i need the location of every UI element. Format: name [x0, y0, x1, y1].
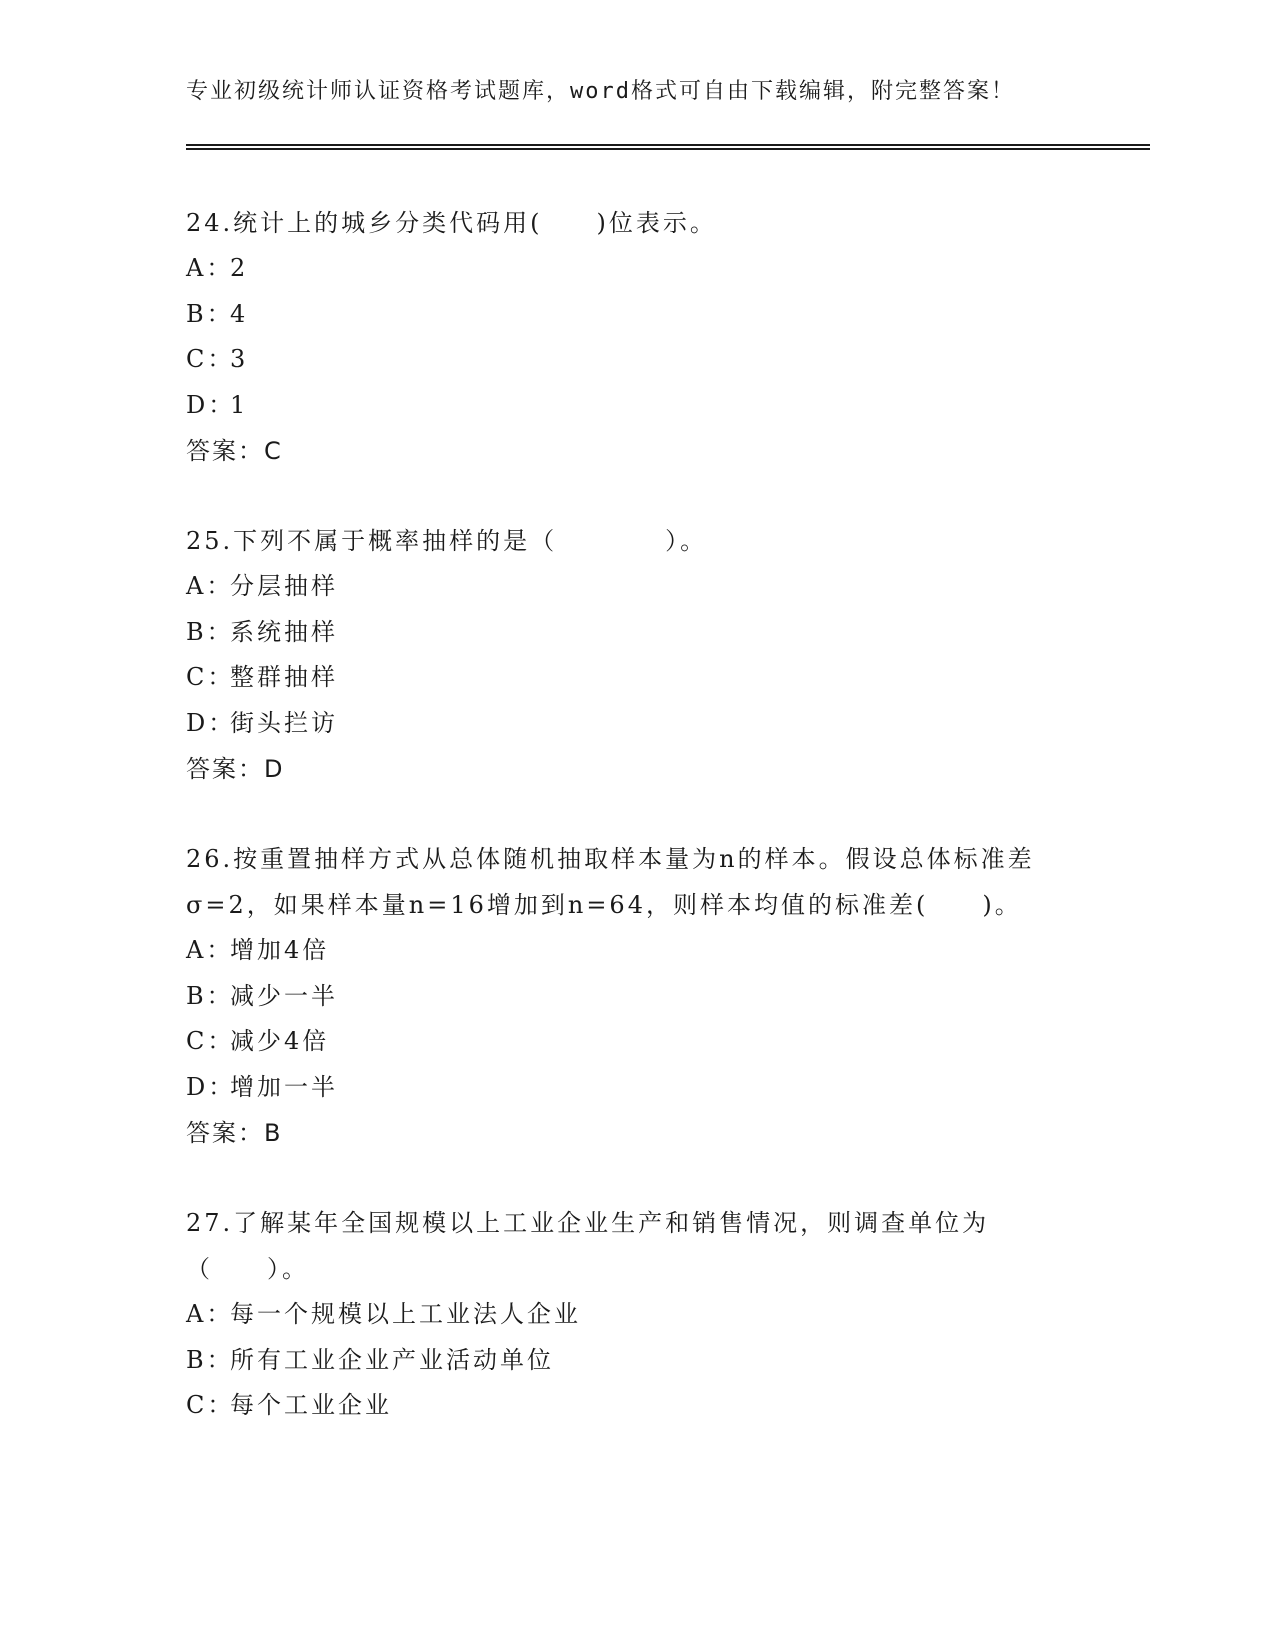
option-letter: C： [186, 1391, 235, 1419]
header-rule [186, 144, 1150, 146]
option-a [186, 928, 1086, 974]
option-text: 系统抽样 [230, 617, 338, 646]
option-letter: D： [186, 708, 236, 737]
answer-line: 答案：D [186, 755, 285, 783]
option-c [186, 655, 1086, 701]
option-letter: A： [186, 572, 234, 600]
option-text: 2 [230, 254, 249, 282]
question-stem: 26.按重置抽样方式从总体随机抽取样本量为n的样本。假设总体标准差σ=2，如果样本量n=16增加到n=64，则样本均值的标准差( )。 [186, 845, 1035, 919]
option-text: 减少4倍 [230, 1027, 330, 1055]
question-25 [186, 518, 1086, 792]
answer-line: 答案：C [186, 437, 283, 465]
option-letter: D： [186, 1072, 236, 1101]
question-24 [186, 200, 1086, 474]
option-b [186, 610, 1086, 656]
option-d [186, 383, 1086, 429]
question-stem: 24.统计上的城乡分类代码用( )位表示。 [186, 209, 717, 237]
option-d [186, 701, 1086, 747]
option-text: 每一个规模以上工业法人企业 [230, 1300, 581, 1328]
option-letter: C： [186, 1027, 235, 1055]
option-c [186, 1019, 1086, 1065]
option-a [186, 564, 1086, 610]
option-b [186, 974, 1086, 1020]
option-text: 3 [230, 345, 249, 373]
option-a [186, 1292, 1086, 1338]
option-text: 4 [230, 299, 249, 328]
option-letter: B： [186, 617, 234, 646]
option-letter: D： [186, 390, 236, 419]
option-letter: C： [186, 345, 235, 373]
option-letter: A： [186, 254, 234, 282]
question-27 [186, 1200, 1086, 1429]
option-c [186, 337, 1086, 383]
option-b [186, 292, 1086, 338]
option-letter: A： [186, 936, 234, 964]
option-a [186, 246, 1086, 292]
option-text: 整群抽样 [230, 663, 338, 691]
option-text: 分层抽样 [230, 572, 338, 600]
option-text: 增加4倍 [230, 936, 330, 964]
option-letter: B： [186, 1345, 234, 1374]
option-text: 每个工业企业 [230, 1391, 392, 1419]
option-letter: B： [186, 299, 234, 328]
option-text: 减少一半 [230, 981, 338, 1010]
option-text: 增加一半 [230, 1072, 338, 1101]
option-text: 所有工业企业产业活动单位 [230, 1345, 554, 1374]
page-header-title: 专业初级统计师认证资格考试题库，word格式可自由下载编辑，附完整答案！ [186, 79, 1015, 104]
option-c [186, 1383, 1086, 1429]
answer-line: 答案：B [186, 1119, 283, 1147]
question-stem: 25.下列不属于概率抽样的是（ ）。 [186, 527, 708, 555]
option-letter: A： [186, 1300, 234, 1328]
option-text: 街头拦访 [230, 708, 338, 737]
header-rule [186, 148, 1150, 150]
question-26 [186, 836, 1086, 1156]
question-stem: 27.了解某年全国规模以上工业企业生产和销售情况，则调查单位为（ ）。 [186, 1209, 990, 1283]
option-letter: C： [186, 663, 235, 691]
option-letter: B： [186, 981, 234, 1010]
option-d [186, 1065, 1086, 1111]
option-text: 1 [230, 390, 249, 419]
question-list [186, 200, 1086, 1473]
option-b [186, 1338, 1086, 1384]
